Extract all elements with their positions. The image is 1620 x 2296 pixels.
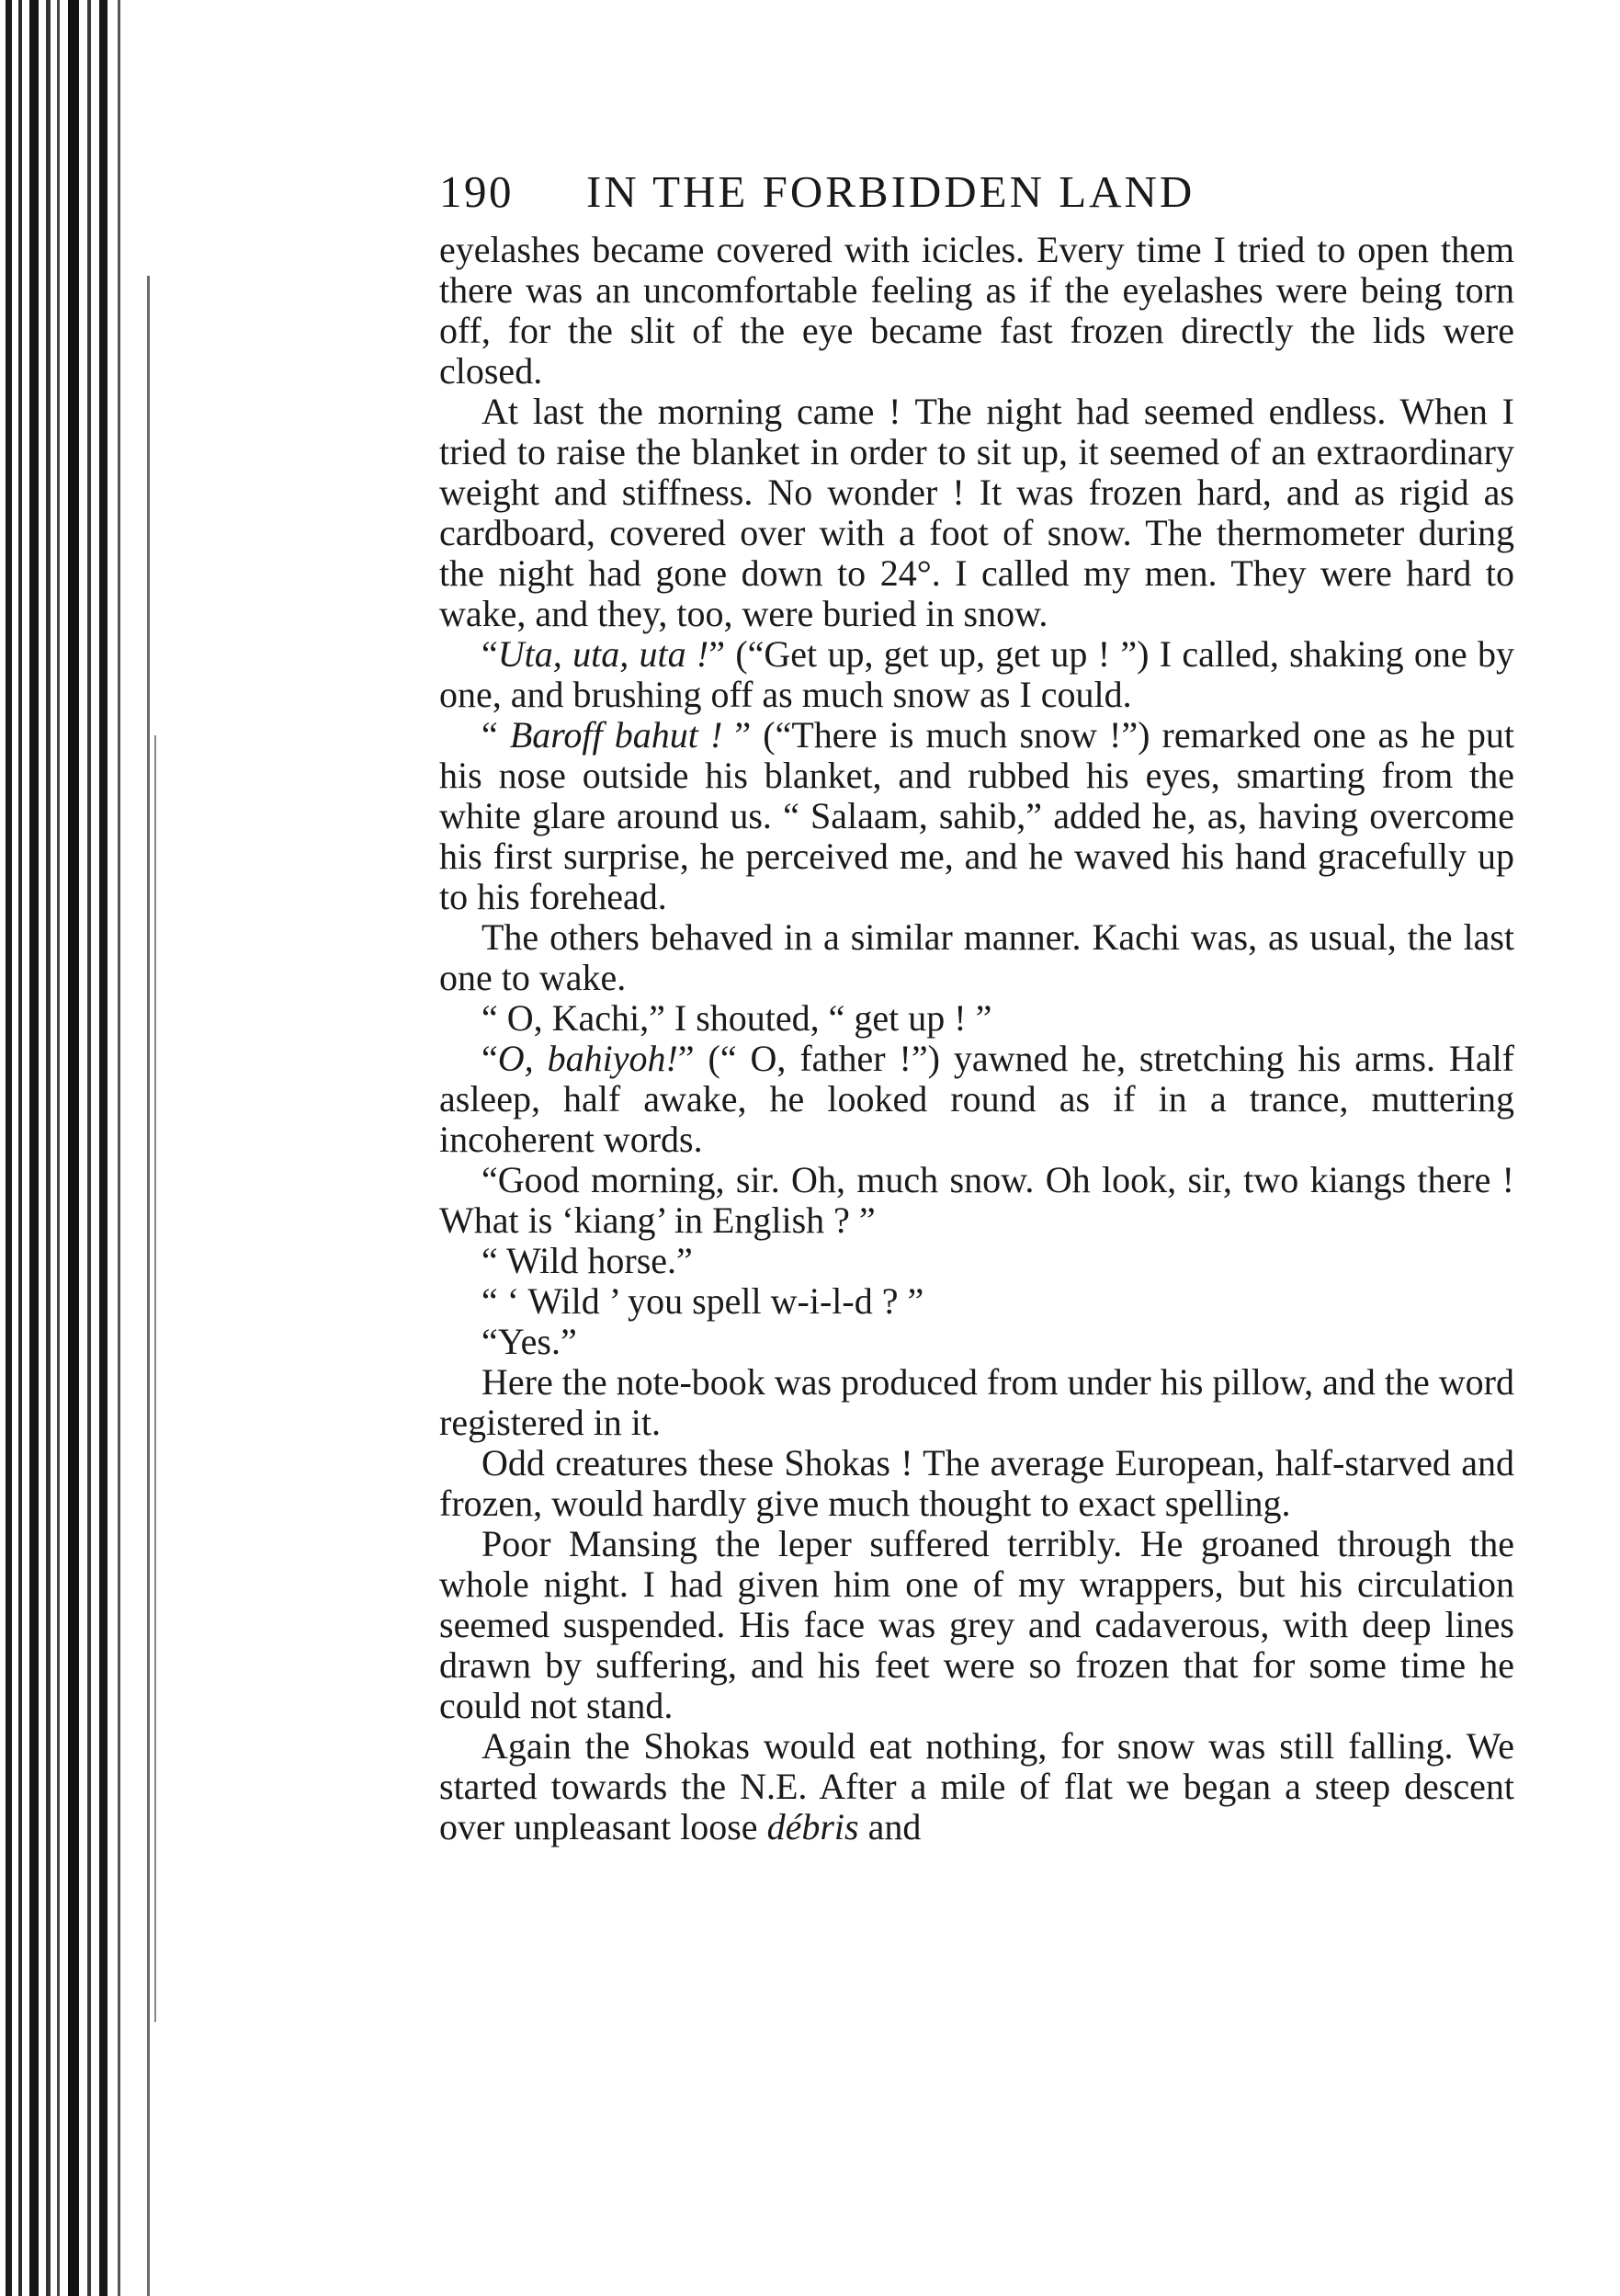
paragraph: At last the morning came ! The night had seemed endless. When I tried to raise the blanket in order to sit up, it seemed of an extraordinary weight and stiffness. No wonder ! It was frozen hard, and as rigid as cardboard, covered over with a foot of snow. The thermometer during the night had gone down to 24°. I called my men. They were hard to wake, and they, too, were buried in snow.	[439, 391, 1514, 634]
book-page	[439, 165, 1514, 1847]
paragraph: “ Baroff bahut ! ” (“There is much snow !”) remarked one as he put his nose outside his blanket, and rubbed his eyes, smarting from the white glare around us. “ Salaam, sahib,” added he, as, having overcome his first surprise, he perceived me, and he waved his hand gracefully up to his forehead.	[439, 714, 1514, 917]
page-header	[439, 165, 1514, 230]
paragraph: Here the note-book was produced from under his pillow, and the word registered in it.	[439, 1361, 1514, 1443]
paragraph: Again the Shokas would eat nothing, for snow was still falling. We started towards the N.E. After a mile of flat we began a steep descent over unpleasant loose débris and	[439, 1725, 1514, 1847]
paragraph: “Good morning, sir. Oh, much snow. Oh look, sir, two kiangs there ! What is ‘kiang’ in English ? ”	[439, 1159, 1514, 1241]
body-text	[439, 230, 1514, 1847]
paragraph: “ O, Kachi,” I shouted, “ get up ! ”	[481, 997, 992, 1039]
paragraph: Poor Mansing the leper suffered terribly. He groaned through the whole night. I had given him one of my wrappers, but his circulation seemed suspended. His face was grey and cadaverous, with deep lines drawn by suffering, and his feet were so frozen that for some time he could not stand.	[439, 1523, 1514, 1726]
paragraph: “Yes.”	[481, 1321, 577, 1362]
running-head: IN THE FORBIDDEN LAND	[586, 166, 1195, 217]
paragraph: Odd creatures these Shokas ! The average European, half-starved and frozen, would hardly give much thought to exact spelling.	[439, 1442, 1514, 1524]
page-number: 190	[439, 166, 514, 217]
paragraph: The others behaved in a similar manner. Kachi was, as usual, the last one to wake.	[439, 916, 1514, 998]
paragraph: “ ‘ Wild ’ you spell w-i-l-d ? ”	[481, 1280, 924, 1322]
paragraph: “O, bahiyoh!” (“ O, father !”) yawned he, stretching his arms. Half asleep, half awake, he looked round as if in a trance, muttering incoherent words.	[439, 1038, 1515, 1160]
paragraph: “ Wild horse.”	[481, 1240, 693, 1281]
paragraph: eyelashes became covered with icicles. Every time I tried to open them there was an uncomfortable feeling as if the eyelashes were being torn off, for the slit of the eye became fast frozen directly the lids were closed.	[439, 229, 1514, 392]
paragraph: “Uta, uta, uta !” (“Get up, get up, get up ! ”) I called, shaking one by one, and brushing off as much snow as I could.	[439, 633, 1514, 715]
book-binding-edge	[0, 0, 170, 2296]
